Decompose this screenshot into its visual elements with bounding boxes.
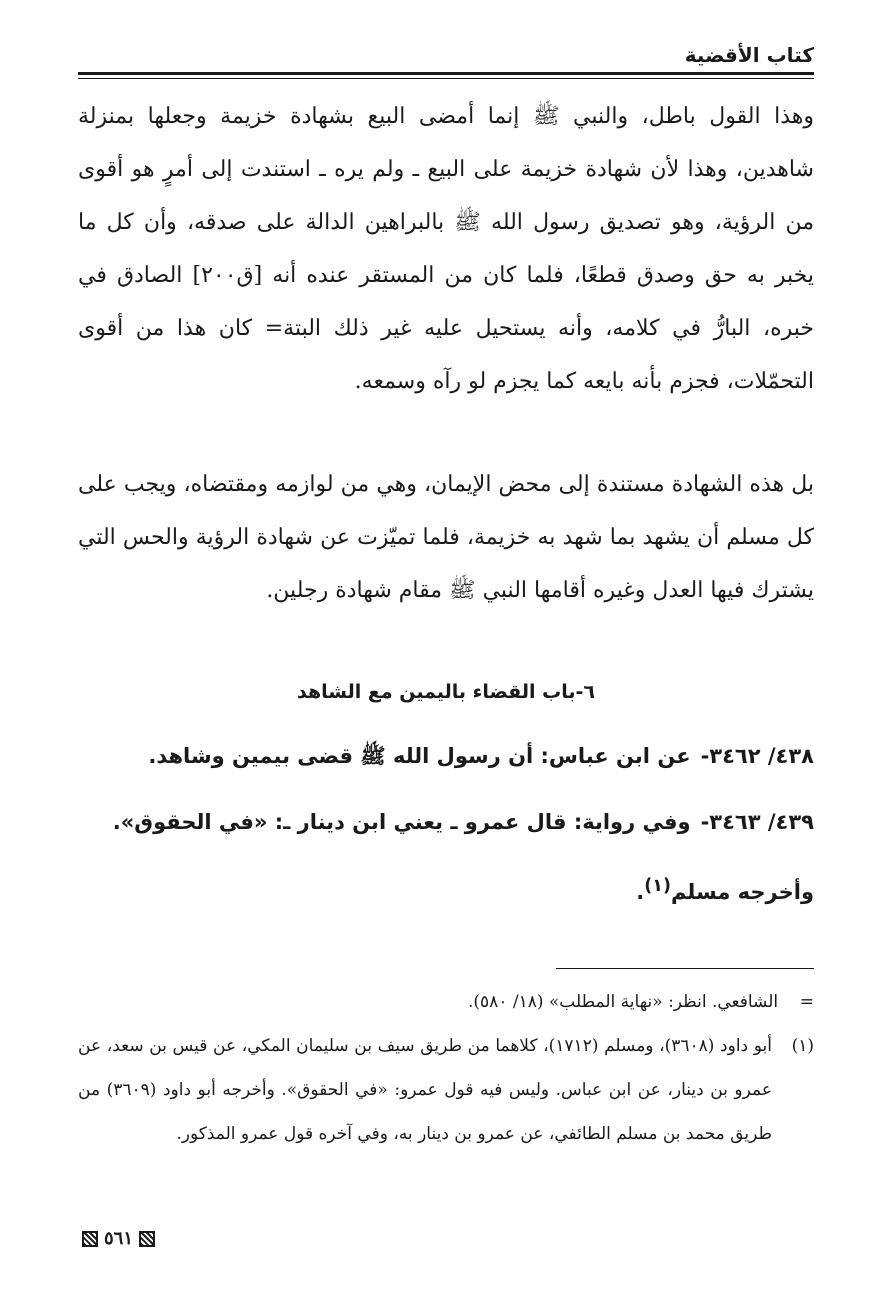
page-number-block	[82, 1228, 155, 1249]
footnote-reference[interactable]: (١)	[644, 876, 671, 896]
header-rule-thin	[78, 78, 814, 79]
footnote-1	[78, 1024, 814, 1156]
takhrij-end: .	[636, 880, 645, 904]
takhrij-line	[78, 866, 814, 912]
body-paragraph-1: وهذا القول باطل، والنبي ﷺ إنما أمضى البيع بشهادة خزيمة وجعلها بمنزلة شاهدين، وهذا لأن شهادة خزيمة على البيع ـ ولم يره ـ استندت إلى أمرٍ هو أقوى من الرؤية، وهو تصديق رسول الله ﷺ بالبراهين الدالة على صدقه، وأن كل ما يخبر به حق وصدق قطعًا، فلما كان من المستقر عنده أنه [ق٢٠٠] الصادق في خبره، البارُّ في كلامه، وأنه يستحيل عليه غير ذلك البتة= كان هذا من أقوى التحمّلات، فجزم بأنه بايعه كما يجزم لو رآه وسمعه.	[78, 104, 815, 394]
hadith-entry	[78, 736, 814, 776]
body-paragraph-2: بل هذه الشهادة مستندة إلى محض الإيمان، وهي من لوازمه ومقتضاه، ويجب على كل مسلم أن يشهد بما شهد به خزيمة، فلما تميّزت عن شهادة الرؤية والحس التي يشترك فيها العدل وغيره أقامها النبي ﷺ مقام شهادة رجلين.	[78, 472, 814, 603]
page-number: ٥٦١	[104, 1228, 134, 1249]
running-header-title: كتاب الأقضية	[684, 43, 814, 67]
ornament-icon	[139, 1231, 155, 1247]
ornament-icon	[82, 1231, 98, 1247]
hadith-text: عن ابن عباس: أن رسول الله ﷺ قضى بيمين وشاهد.	[148, 744, 691, 768]
hadith-number: ٤٣٩/ ٣٤٦٣-	[700, 810, 814, 834]
footnote-separator	[556, 968, 814, 969]
chapter-heading: ٦-باب القضاء باليمين مع الشاهد	[297, 681, 595, 703]
takhrij-text: وأخرجه مسلم	[670, 880, 814, 904]
hadith-entry	[78, 802, 814, 842]
footnote-text: أبو داود (٣٦٠٨)، ومسلم (١٧١٢)، كلاهما من طريق سيف بن سليمان المكي، عن قيس بن سعد، عن عمرو بن دينار، عن ابن عباس. وليس فيه قول عمرو: «في الحقوق». وأخرجه أبو داود (٣٦٠٩) من طريق محمد بن مسلم الطائفي، عن عمرو بن دينار به، وفي آخره قول عمرو المذكور.	[78, 1036, 772, 1144]
footnote-continuation	[78, 980, 814, 1024]
continuation-marker: =	[799, 992, 814, 1012]
header-rule-thick	[78, 72, 814, 75]
hadith-number: ٤٣٨/ ٣٤٦٢-	[700, 744, 814, 768]
footnote-marker: (١)	[791, 1036, 814, 1056]
hadith-text: وفي رواية: قال عمرو ـ يعني ابن دينار ـ: «في الحقوق».	[112, 810, 691, 834]
continuation-text: الشافعي. انظر: «نهاية المطلب» (١٨/ ٥٨٠).	[467, 992, 779, 1012]
